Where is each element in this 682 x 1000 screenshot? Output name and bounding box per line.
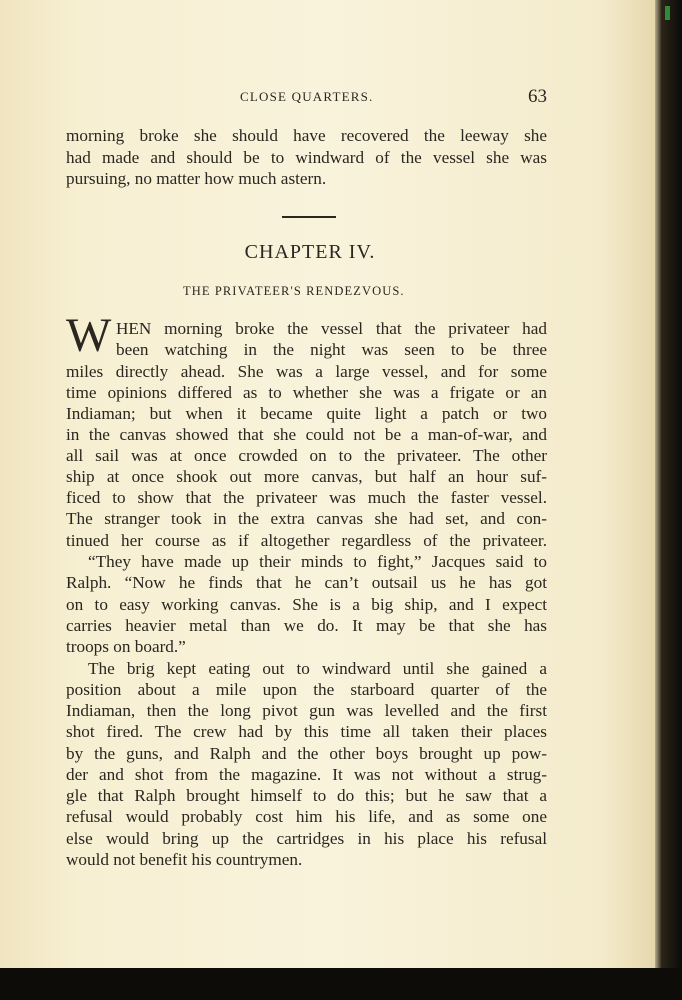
text-line: tinued her course as if altogether regardless of the privateer. xyxy=(66,531,547,550)
text-line: troops on board.” xyxy=(66,637,186,656)
text-line: pursuing, no matter how much astern. xyxy=(66,169,327,188)
text-line: time opinions differed as to whether she was a frigate or an xyxy=(66,383,547,402)
text-line: refusal would probably cost him his life, and as some one xyxy=(66,807,547,826)
text-line: gle that Ralph brought himself to do this; but he saw that a xyxy=(66,786,547,805)
scan-bottom-border xyxy=(0,968,682,1000)
text-line: would not benefit his countrymen. xyxy=(66,850,303,869)
text-line: had made and should be to windward of the vessel she was xyxy=(66,148,547,167)
text-line: position about a mile upon the starboard quarter of the xyxy=(66,680,547,699)
text-line: ship at once shook out more canvas, but half an hour suf- xyxy=(66,467,547,486)
text-line: morning broke she should have recovered the leeway she xyxy=(66,126,547,145)
running-head: CLOSE QUARTERS. xyxy=(240,89,374,104)
text-line: by the guns, and Ralph and the other boys brought up pow- xyxy=(66,744,547,763)
text-line: all sail was at once crowded on to the privateer. The other xyxy=(66,446,547,465)
text-line: Indiaman, then the long pivot gun was levelled and the first xyxy=(66,701,547,720)
text-line: der and shot from the magazine. It was not without a strug- xyxy=(66,765,547,784)
text-line: miles directly ahead. She was a large vessel, and for some xyxy=(66,362,547,381)
text-line: The brig kept eating out to windward until she gained a xyxy=(88,659,547,678)
text-line: carries heavier metal than we do. It may be that she has xyxy=(66,616,547,635)
text-line: ficed to show that the privateer was much the faster vessel. xyxy=(66,488,547,507)
page-number: 63 xyxy=(528,86,547,107)
chapter-title: CHAPTER IV. xyxy=(244,241,376,263)
drop-cap: W xyxy=(66,309,112,362)
text-line: Ralph. “Now he finds that he can’t outsail us he has got xyxy=(66,573,547,592)
text-line: in the canvas showed that she could not be a man-of-war, and xyxy=(66,425,547,444)
text-line: on to easy working canvas. She is a big ship, and I expect xyxy=(66,595,547,614)
text-line: been watching in the night was seen to be three xyxy=(116,340,547,359)
page-edge-shadow xyxy=(655,0,682,968)
text-line: “They have made up their minds to fight,” Jacques said to xyxy=(88,552,547,571)
text-line: The stranger took in the extra canvas she had set, and con- xyxy=(66,509,547,528)
chapter-subtitle: THE PRIVATEER'S RENDEZVOUS. xyxy=(183,284,405,298)
section-rule xyxy=(282,216,336,218)
text-line: shot fired. The crew had by this time all taken their places xyxy=(66,722,547,741)
text-line: else would bring up the cartridges in his place his refusal xyxy=(66,829,547,848)
scan-marker xyxy=(665,6,670,20)
text-line: Indiaman; but when it became quite light a patch or two xyxy=(66,404,547,423)
text-line: HEN morning broke the vessel that the privateer had xyxy=(116,319,547,338)
